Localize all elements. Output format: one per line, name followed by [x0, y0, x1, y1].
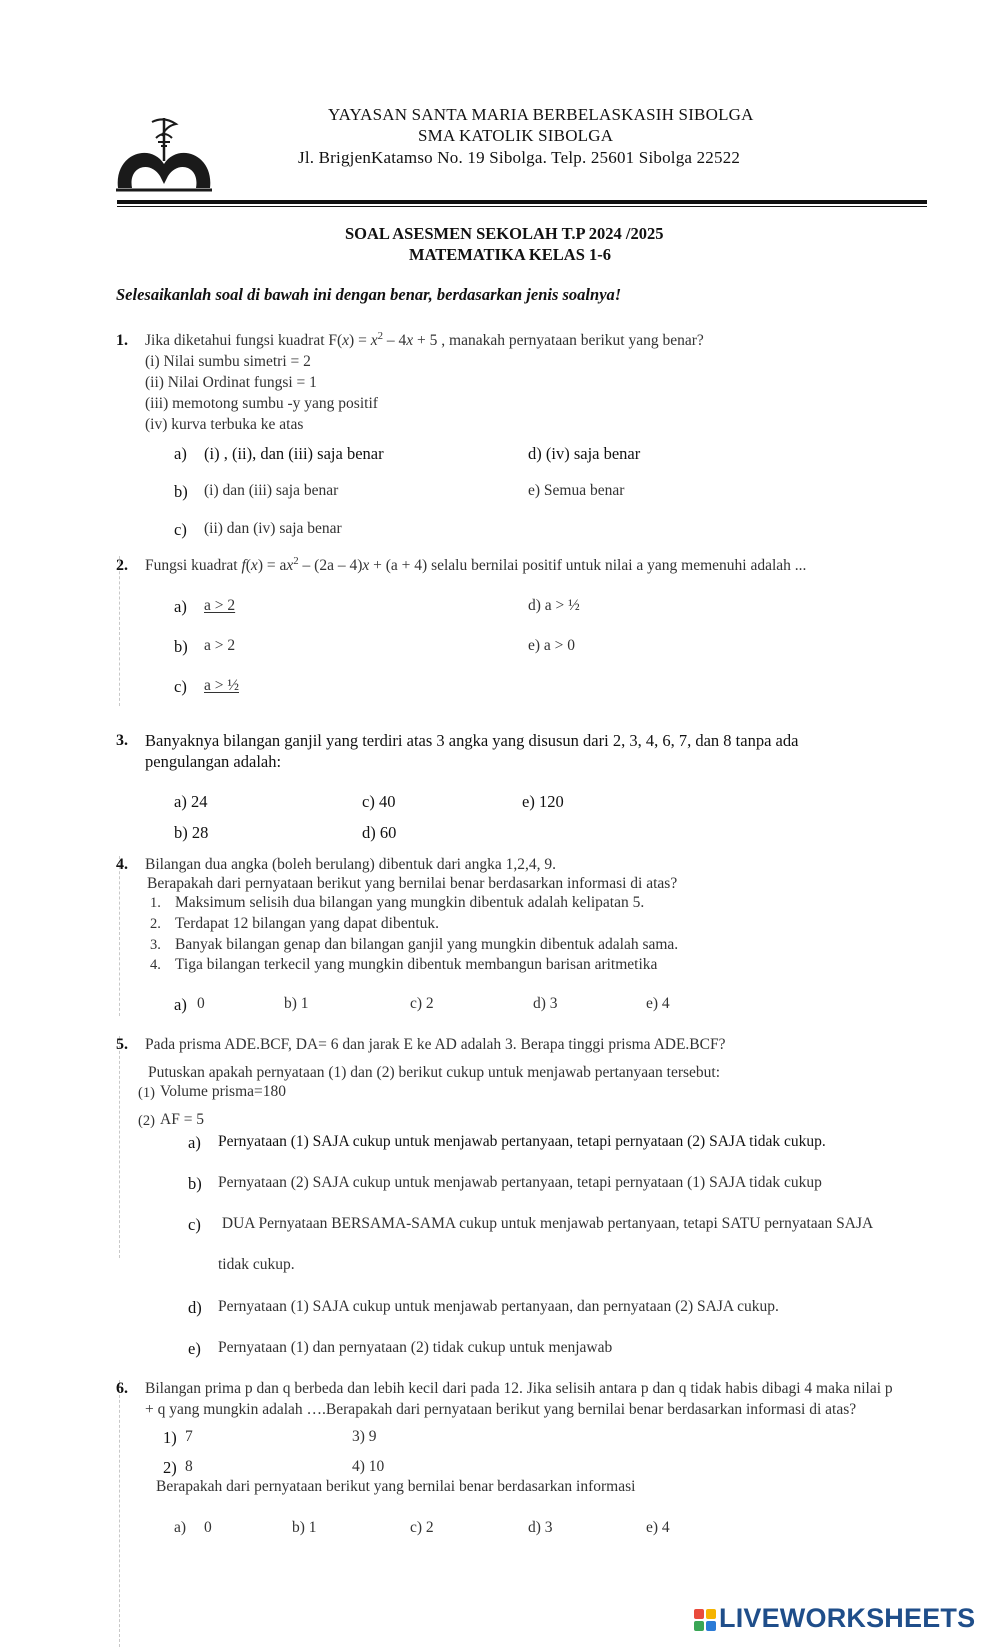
q2-option-c-label: c) — [174, 677, 187, 696]
exam-subject: MATEMATIKA KELAS 1-6 — [409, 245, 611, 264]
q5-option-d-label: d) — [188, 1298, 202, 1317]
q4-statement: Tiga bilangan terkecil yang mungkin dibentuk membangun barisan aritmetika — [175, 956, 658, 973]
q4-number: 4. — [116, 856, 128, 873]
q3-option-c: c) 40 — [362, 792, 396, 811]
q4-statement-number: 2. — [150, 916, 161, 932]
q6-text-line3: Berapakah dari pernyataan berikut yang bernilai benar berdasarkan informasi — [156, 1478, 636, 1495]
q1-statement: (i) Nilai sumbu simetri = 2 — [145, 353, 311, 370]
q3-option-a: a) 24 — [174, 792, 208, 811]
q2-option-a: a > 2 — [204, 597, 236, 614]
instruction: Selesaikanlah soal di bawah ini dengan benar, berdasarkan jenis soalnya! — [116, 285, 622, 304]
q2-margin-guide — [119, 556, 120, 706]
q6-option-d: d) 3 — [528, 1519, 553, 1536]
q1-number: 1. — [116, 332, 128, 349]
q4-statement-number: 4. — [150, 957, 161, 973]
q5-option-e-label: e) — [188, 1339, 201, 1358]
q1-option-b: (i) dan (iii) saja benar — [204, 482, 339, 499]
header-rule-thick — [117, 200, 927, 204]
q1-statement: (ii) Nilai Ordinat fungsi = 1 — [145, 374, 317, 391]
q4-statement-number: 3. — [150, 937, 161, 953]
q1-option-a: (i) , (ii), dan (iii) saja benar — [204, 444, 384, 463]
q4-option-d: d) 3 — [533, 995, 558, 1012]
q1-option-c-label: c) — [174, 520, 187, 539]
q6-number: 6. — [116, 1380, 128, 1397]
q6-item2-number: 2) — [163, 1458, 177, 1477]
q1-statement: (iv) kurva terbuka ke atas — [145, 416, 304, 433]
q2-option-e: e) a > 0 — [528, 637, 576, 654]
q1-option-c: (ii) dan (iv) saja benar — [204, 520, 342, 537]
q6-item1: 7 — [185, 1428, 193, 1445]
q2-option-b-label: b) — [174, 637, 188, 656]
q6-text-line2: + q yang mungkin adalah ….Berapakah dari pernyataan berikut yang bernilai benar berdasarkan informasi di atas? — [145, 1401, 857, 1418]
q5-option-b: Pernyataan (2) SAJA cukup untuk menjawab pertanyaan, tetapi pernyataan (1) SAJA tidak cukup — [218, 1174, 822, 1191]
q6-option-a: 0 — [204, 1519, 212, 1536]
header-rule-thin — [117, 206, 927, 207]
q5-option-c-label: c) — [188, 1215, 201, 1234]
q5-margin-guide — [119, 1036, 120, 1258]
q3-text-line1: Banyaknya bilangan ganjil yang terdiri atas 3 angka yang disusun dari 2, 3, 4, 6, 7, dan 8 tanpa ada — [145, 731, 799, 750]
q3-number: 3. — [116, 732, 128, 749]
q4-option-b: b) 1 — [284, 995, 309, 1012]
q2-option-b: a > 2 — [204, 637, 236, 654]
q5-number: 5. — [116, 1036, 128, 1053]
q4-option-e: e) 4 — [646, 995, 670, 1012]
q5-statement1-number: (1) — [138, 1085, 155, 1101]
school-emblem-icon — [114, 116, 218, 198]
q6-option-c: c) 2 — [410, 1519, 434, 1536]
q4-margin-guide — [119, 856, 120, 1016]
q2-text: Fungsi kuadrat $f(x) = ax^2 - (2a - 4)x + (a + 4)$ selalu bernilai positif untuk nilai a yang memenuhi adalah ... — [145, 555, 807, 574]
q4-text-line1: Bilangan dua angka (boleh berulang) dibentuk dari angka 1,2,4, 9. — [145, 856, 557, 873]
q3-option-e: e) 120 — [522, 792, 564, 811]
q6-option-a-label: a) — [174, 1519, 187, 1536]
exam-title: SOAL ASESMEN SEKOLAH T.P 2024 /2025 — [345, 224, 664, 243]
q2-option-d: d) a > ½ — [528, 597, 580, 614]
q6-item2: 8 — [185, 1458, 193, 1475]
q4-option-a-label: a) — [174, 995, 187, 1014]
school-foundation-name: YAYASAN SANTA MARIA BERBELASKASIH SIBOLGA — [328, 105, 754, 124]
liveworksheets-logo-icon — [694, 1609, 716, 1631]
q5-option-a: Pernyataan (1) SAJA cukup untuk menjawab pertanyaan, tetapi pernyataan (2) SAJA tidak cukup. — [218, 1133, 826, 1150]
q5-option-c: DUA Pernyataan BERSAMA-SAMA cukup untuk menjawab pertanyaan, tetapi SATU pernyataan SAJA — [218, 1215, 874, 1232]
q5-option-e: Pernyataan (1) dan pernyataan (2) tidak cukup untuk menjawab — [218, 1339, 613, 1356]
q4-statement: Banyak bilangan genap dan bilangan ganjil yang mungkin dibentuk adalah sama. — [175, 936, 679, 953]
q6-item4: 4) 10 — [352, 1458, 385, 1475]
q1-option-b-label: b) — [174, 482, 188, 501]
q5-option-b-label: b) — [188, 1174, 202, 1193]
q2-option-c: a > ½ — [204, 677, 239, 694]
q3-option-b: b) 28 — [174, 823, 209, 842]
q1-text: Jika diketahui fungsi kuadrat $F(x) = x^2 - 4x + 5$ , manakah pernyataan berikut yang benar? — [145, 330, 704, 349]
q3-text-line2: pengulangan adalah: — [145, 752, 282, 771]
q4-text-line2: Berapakah dari pernyataan berikut yang bernilai benar berdasarkan informasi di atas? — [147, 875, 678, 892]
q6-margin-guide — [119, 1380, 120, 1647]
q4-option-a: 0 — [197, 995, 205, 1012]
q6-option-b: b) 1 — [292, 1519, 317, 1536]
q2-option-a-label: a) — [174, 597, 187, 616]
q2-number: 2. — [116, 557, 128, 574]
q3-option-d: d) 60 — [362, 823, 397, 842]
q1-option-a-label: a) — [174, 444, 187, 463]
school-address: Jl. BrigjenKatamso No. 19 Sibolga. Telp. 25601 Sibolga 22522 — [298, 148, 741, 167]
q5-statement1: Volume prisma=180 — [160, 1083, 286, 1100]
q4-option-c: c) 2 — [410, 995, 434, 1012]
q5-option-c-continued: tidak cukup. — [218, 1256, 295, 1273]
q5-statement2-number: (2) — [138, 1113, 155, 1129]
q1-option-d: d) (iv) saja benar — [528, 444, 641, 463]
q6-item3: 3) 9 — [352, 1428, 377, 1445]
q1-statement: (iii) memotong sumbu -y yang positif — [145, 395, 378, 412]
q4-statement: Terdapat 12 bilangan yang dapat dibentuk. — [175, 915, 440, 932]
q6-option-e: e) 4 — [646, 1519, 670, 1536]
q6-item1-number: 1) — [163, 1428, 177, 1447]
q5-statement2: AF = 5 — [160, 1111, 205, 1128]
q5-option-d: Pernyataan (1) SAJA cukup untuk menjawab pertanyaan, dan pernyataan (2) SAJA cukup. — [218, 1298, 779, 1315]
liveworksheets-watermark[interactable]: LIVEWORKSHEETS — [719, 1603, 976, 1633]
q5-text-line1: Pada prisma ADE.BCF, DA= 6 dan jarak E ke AD adalah 3. Berapa tinggi prisma ADE.BCF? — [145, 1036, 726, 1053]
school-name: SMA KATOLIK SIBOLGA — [418, 126, 614, 145]
q5-text-line2: Putuskan apakah pernyataan (1) dan (2) berikut cukup untuk menjawab pertanyaan tersebut: — [148, 1064, 721, 1081]
q4-statement-number: 1. — [150, 895, 161, 911]
q6-text-line1: Bilangan prima p dan q berbeda dan lebih kecil dari pada 12. Jika selisih antara p dan q tidak habis dibagi 4 maka nilai p — [145, 1380, 893, 1397]
q4-statement: Maksimum selisih dua bilangan yang mungkin dibentuk adalah kelipatan 5. — [175, 894, 645, 911]
q1-option-e: e) Semua benar — [528, 482, 625, 499]
q5-option-a-label: a) — [188, 1133, 201, 1152]
